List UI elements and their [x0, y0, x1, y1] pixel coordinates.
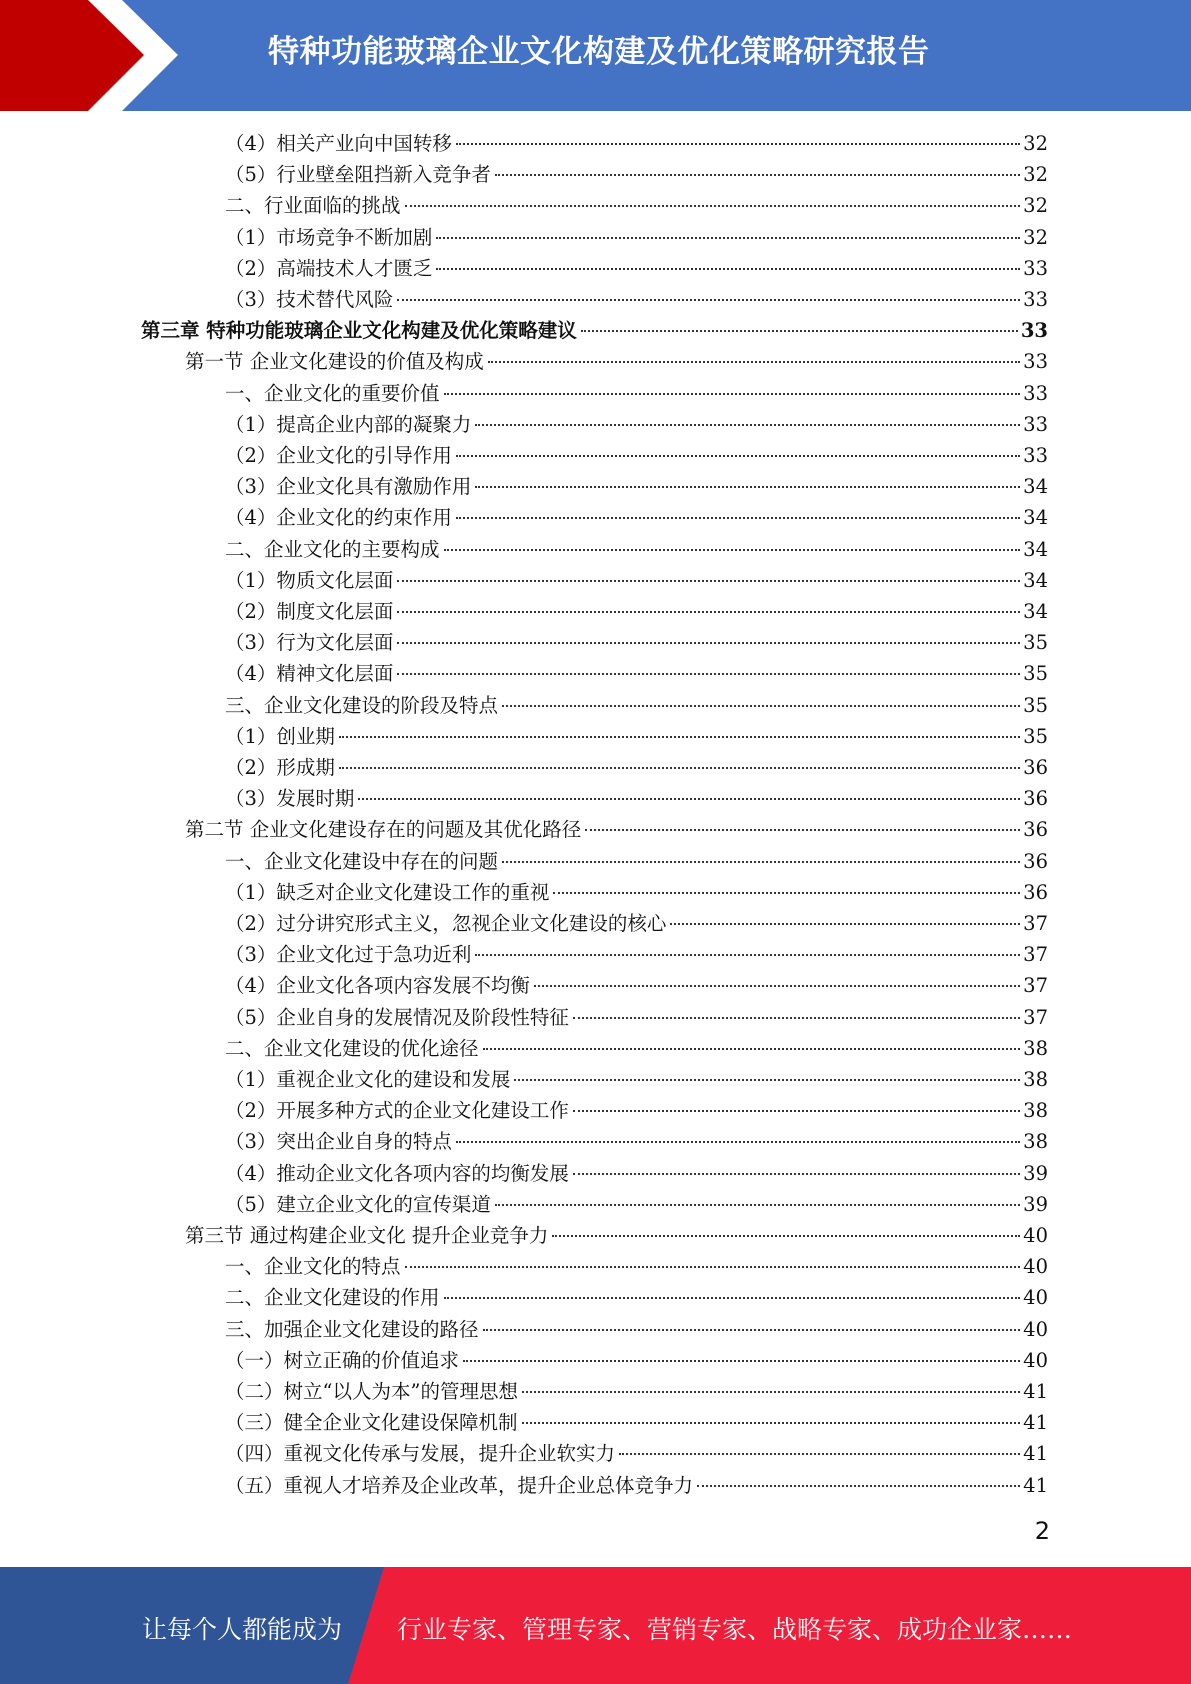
toc-entry-title: （5）建立企业文化的宣传渠道	[225, 1192, 491, 1216]
toc-entry-title: （2）高端技术人才匮乏	[225, 256, 433, 280]
toc-dot-leader	[405, 1266, 1021, 1268]
toc-entry-title: 三、企业文化建设的阶段及特点	[225, 693, 499, 717]
toc-dot-leader	[405, 205, 1021, 207]
toc-dot-leader	[456, 517, 1020, 519]
toc-dot-leader	[495, 1204, 1020, 1206]
toc-dot-leader	[397, 299, 1020, 301]
toc-entry-title: 第一节 企业文化建设的价值及构成	[185, 350, 484, 374]
toc-entry-title: 一、企业文化的重要价值	[225, 381, 440, 405]
toc-entry-title: （二）树立“以人为本”的管理思想	[225, 1380, 518, 1403]
toc-entry-title: （一）树立正确的价值追求	[225, 1348, 460, 1372]
toc-entry-title: （四）重视文化传承与发展，提升企业软实力	[225, 1442, 616, 1466]
toc-entry[interactable]	[185, 814, 1048, 845]
toc-entry-title: 第三章 特种功能玻璃企业文化构建及优化策略建议	[141, 319, 577, 343]
toc-entry-page: 36	[1023, 787, 1048, 811]
toc-dot-leader	[339, 767, 1020, 769]
toc-entry-title: （三）健全企业文化建设保障机制	[225, 1411, 518, 1435]
toc-dot-leader	[483, 1329, 1021, 1331]
toc-dot-leader	[444, 393, 1021, 395]
toc-entry[interactable]	[225, 1438, 1048, 1469]
footer-slogan-right: 行业专家、管理专家、营销专家、战略专家、成功企业家……	[397, 1615, 1073, 1644]
toc-entry-page: 33	[1023, 350, 1048, 374]
toc-entry[interactable]	[225, 1376, 1048, 1407]
toc-entry-page: 33	[1023, 412, 1048, 436]
toc-entry[interactable]	[225, 877, 1048, 908]
toc-entry-page: 37	[1023, 974, 1048, 998]
toc-entry[interactable]	[225, 253, 1048, 284]
toc-entry[interactable]	[225, 970, 1048, 1001]
toc-entry-title: （4）精神文化层面	[225, 662, 394, 686]
toc-entry[interactable]	[141, 315, 1048, 346]
toc-entry-title: （1）提高企业内部的凝聚力	[225, 412, 472, 436]
toc-entry-title: 二、企业文化建设的作用	[225, 1286, 440, 1310]
toc-entry-page: 36	[1023, 818, 1048, 842]
toc-entry-title: （1）市场竞争不断加剧	[225, 225, 433, 249]
toc-dot-leader	[456, 1141, 1020, 1143]
toc-entry[interactable]	[225, 939, 1048, 970]
toc-entry[interactable]	[225, 159, 1048, 190]
toc-entry[interactable]	[225, 222, 1048, 253]
toc-entry-title: 二、行业面临的挑战	[225, 194, 401, 218]
toc-dot-leader	[553, 892, 1020, 894]
toc-entry[interactable]	[185, 346, 1048, 377]
toc-entry[interactable]	[225, 471, 1048, 502]
toc-entry-title: （2）形成期	[225, 756, 335, 779]
toc-dot-leader	[502, 861, 1020, 863]
toc-entry-title: （4）相关产业向中国转移	[225, 132, 452, 155]
toc-dot-leader	[436, 237, 1020, 239]
toc-entry[interactable]	[225, 690, 1048, 721]
toc-entry-page: 35	[1023, 662, 1048, 686]
toc-dot-leader	[475, 486, 1020, 488]
toc-entry[interactable]	[225, 565, 1048, 596]
toc-entry[interactable]	[225, 440, 1048, 471]
toc-entry-title: （1）物质文化层面	[225, 568, 394, 592]
toc-entry-title: （1）创业期	[225, 724, 335, 748]
toc-entry-title: 一、企业文化建设中存在的问题	[225, 849, 499, 873]
toc-entry[interactable]	[185, 1220, 1048, 1251]
toc-entry-page: 34	[1023, 475, 1048, 499]
toc-entry[interactable]	[225, 1251, 1048, 1282]
toc-entry-title: （3）行为文化层面	[225, 631, 394, 655]
toc-dot-leader	[488, 361, 1020, 363]
toc-dot-leader	[463, 1360, 1020, 1362]
footer-slogan-left: 让每个人都能成为	[142, 1615, 343, 1644]
toc-entry[interactable]	[225, 1158, 1048, 1189]
toc-dot-leader	[444, 549, 1021, 551]
toc-entry-title: （4）推动企业文化各项内容的均衡发展	[225, 1161, 569, 1185]
toc-dot-leader	[456, 455, 1020, 457]
toc-dot-leader	[573, 1017, 1020, 1019]
toc-entry-title: 三、加强企业文化建设的路径	[225, 1317, 479, 1341]
toc-dot-leader	[552, 1235, 1020, 1237]
toc-dot-leader	[522, 1422, 1021, 1424]
toc-dot-leader	[475, 424, 1020, 426]
toc-entry-page: 37	[1023, 1005, 1048, 1029]
toc-entry[interactable]	[225, 908, 1048, 939]
toc-dot-leader	[514, 1079, 1020, 1081]
toc-dot-leader	[397, 673, 1020, 675]
toc-entry[interactable]	[225, 284, 1048, 315]
toc-dot-leader	[483, 1048, 1021, 1050]
toc-dot-leader	[670, 923, 1020, 925]
toc-entry[interactable]	[225, 502, 1048, 533]
toc-entry-page: 40	[1023, 1224, 1048, 1247]
toc-entry-page: 34	[1023, 506, 1048, 530]
toc-entry-page: 36	[1023, 756, 1048, 779]
toc-entry[interactable]	[225, 1470, 1048, 1501]
toc-entry-title: （2）开展多种方式的企业文化建设工作	[225, 1099, 569, 1123]
toc-entry-title: （2）制度文化层面	[225, 600, 394, 623]
toc-entry-page: 32	[1023, 194, 1048, 218]
toc-entry-page: 40	[1023, 1348, 1048, 1372]
toc-entry-page: 34	[1023, 568, 1048, 592]
toc-dot-leader	[573, 1173, 1020, 1175]
toc-entry-title: 第三节 通过构建企业文化 提升企业竞争力	[185, 1224, 549, 1247]
toc-entry[interactable]	[225, 190, 1048, 221]
toc-entry-title: 第二节 企业文化建设存在的问题及其优化路径	[185, 818, 582, 842]
toc-dot-leader	[502, 705, 1020, 707]
toc-dot-leader	[397, 611, 1020, 613]
toc-entry-page: 32	[1023, 163, 1048, 187]
toc-entry-page: 33	[1023, 256, 1048, 280]
toc-entry-page: 41	[1023, 1442, 1048, 1466]
toc-entry-page: 33	[1023, 288, 1048, 311]
toc-dot-leader	[358, 798, 1020, 800]
toc-entry[interactable]	[225, 846, 1048, 877]
toc-dot-leader	[522, 1391, 1020, 1393]
toc-dot-leader	[585, 829, 1020, 831]
toc-entry-page: 38	[1023, 1099, 1048, 1123]
toc-entry-page: 35	[1023, 693, 1048, 717]
toc-entry-page: 40	[1023, 1255, 1048, 1279]
toc-dot-leader	[619, 1453, 1020, 1455]
toc-entry-title: （1）重视企业文化的建设和发展	[225, 1068, 511, 1091]
toc-entry-page: 35	[1023, 631, 1048, 655]
toc-entry-page: 35	[1023, 724, 1048, 748]
toc-entry-page: 36	[1023, 849, 1048, 873]
document-title: 特种功能玻璃企业文化构建及优化策略研究报告	[268, 34, 930, 70]
toc-dot-leader	[456, 143, 1020, 145]
toc-dot-leader	[573, 1110, 1020, 1112]
toc-entry[interactable]	[225, 1314, 1048, 1345]
toc-entry-page: 37	[1023, 912, 1048, 935]
toc-entry-title: （5）行业壁垒阻挡新入竞争者	[225, 163, 491, 187]
toc-entry-page: 34	[1023, 600, 1048, 623]
toc-entry-title: （3）发展时期	[225, 787, 355, 811]
toc-entry[interactable]	[225, 783, 1048, 814]
toc-entry[interactable]	[225, 534, 1048, 565]
toc-entry[interactable]	[225, 1033, 1048, 1064]
toc-entry-page: 40	[1023, 1317, 1048, 1341]
toc-entry-page: 32	[1023, 225, 1048, 249]
toc-entry[interactable]	[225, 1002, 1048, 1033]
toc-entry-title: （3）企业文化具有激励作用	[225, 475, 472, 499]
toc-entry[interactable]	[225, 721, 1048, 752]
toc-entry[interactable]	[225, 1095, 1048, 1126]
toc-entry[interactable]	[225, 752, 1048, 783]
toc-entry-title: （3）技术替代风险	[225, 288, 394, 311]
toc-entry[interactable]	[225, 1282, 1048, 1313]
toc-entry-page: 38	[1023, 1068, 1048, 1091]
toc-entry-page: 37	[1023, 943, 1048, 967]
toc-entry-title: （3）企业文化过于急功近利	[225, 943, 472, 967]
toc-dot-leader	[475, 954, 1020, 956]
toc-dot-leader	[397, 642, 1020, 644]
toc-entry-page: 33	[1023, 444, 1048, 467]
toc-entry[interactable]	[225, 1126, 1048, 1157]
toc-entry-page: 41	[1023, 1411, 1048, 1435]
toc-entry-page: 36	[1023, 880, 1048, 904]
page-header	[0, 0, 1191, 111]
toc-entry-page: 33	[1020, 319, 1048, 343]
toc-entry[interactable]	[225, 409, 1048, 440]
toc-entry-page: 32	[1023, 132, 1048, 155]
toc-entry[interactable]	[225, 1064, 1048, 1095]
toc-dot-leader	[339, 736, 1020, 738]
toc-entry-title: （4）企业文化的约束作用	[225, 506, 452, 530]
toc-entry[interactable]	[225, 627, 1048, 658]
toc-dot-leader	[495, 174, 1020, 176]
toc-dot-leader	[397, 580, 1020, 582]
toc-entry[interactable]	[225, 1189, 1048, 1220]
toc-entry-title: （五）重视人才培养及企业改革，提升企业总体竞争力	[225, 1473, 694, 1497]
toc-entry-title: （1）缺乏对企业文化建设工作的重视	[225, 880, 550, 904]
toc-entry-title: （4）企业文化各项内容发展不均衡	[225, 974, 530, 998]
toc-dot-leader	[534, 985, 1020, 987]
toc-entry-page: 41	[1023, 1473, 1048, 1497]
toc-entry-title: （2）过分讲究形式主义，忽视企业文化建设的核心	[225, 912, 667, 935]
toc-dot-leader	[581, 330, 1018, 332]
toc-entry[interactable]	[225, 128, 1048, 159]
toc-entry[interactable]	[225, 658, 1048, 689]
page-number: 2	[1034, 1517, 1050, 1545]
toc-entry-title: （2）企业文化的引导作用	[225, 444, 452, 467]
toc-entry[interactable]	[225, 378, 1048, 409]
toc-entry-title: 二、企业文化的主要构成	[225, 537, 440, 561]
toc-entry-title: （3）突出企业自身的特点	[225, 1130, 452, 1154]
toc-entry-title: 二、企业文化建设的优化途径	[225, 1036, 479, 1060]
toc-entry[interactable]	[225, 596, 1048, 627]
toc-entry-page: 39	[1023, 1192, 1048, 1216]
toc-entry-page: 40	[1023, 1286, 1048, 1310]
toc-entry-title: （5）企业自身的发展情况及阶段性特征	[225, 1005, 569, 1029]
toc-entry-page: 39	[1023, 1161, 1048, 1185]
page-footer	[0, 1567, 1191, 1684]
toc-dot-leader	[697, 1485, 1020, 1487]
toc-entry[interactable]	[225, 1407, 1048, 1438]
toc-entry-title: 一、企业文化的特点	[225, 1255, 401, 1279]
toc-entry-page: 34	[1023, 537, 1048, 561]
toc-dot-leader	[436, 268, 1020, 270]
toc-entry-page: 33	[1023, 381, 1048, 405]
toc-entry-page: 41	[1023, 1380, 1048, 1403]
toc-entry[interactable]	[225, 1345, 1048, 1376]
toc-entry-page: 38	[1023, 1130, 1048, 1154]
toc-entry-page: 38	[1023, 1036, 1048, 1060]
toc-dot-leader	[444, 1297, 1021, 1299]
